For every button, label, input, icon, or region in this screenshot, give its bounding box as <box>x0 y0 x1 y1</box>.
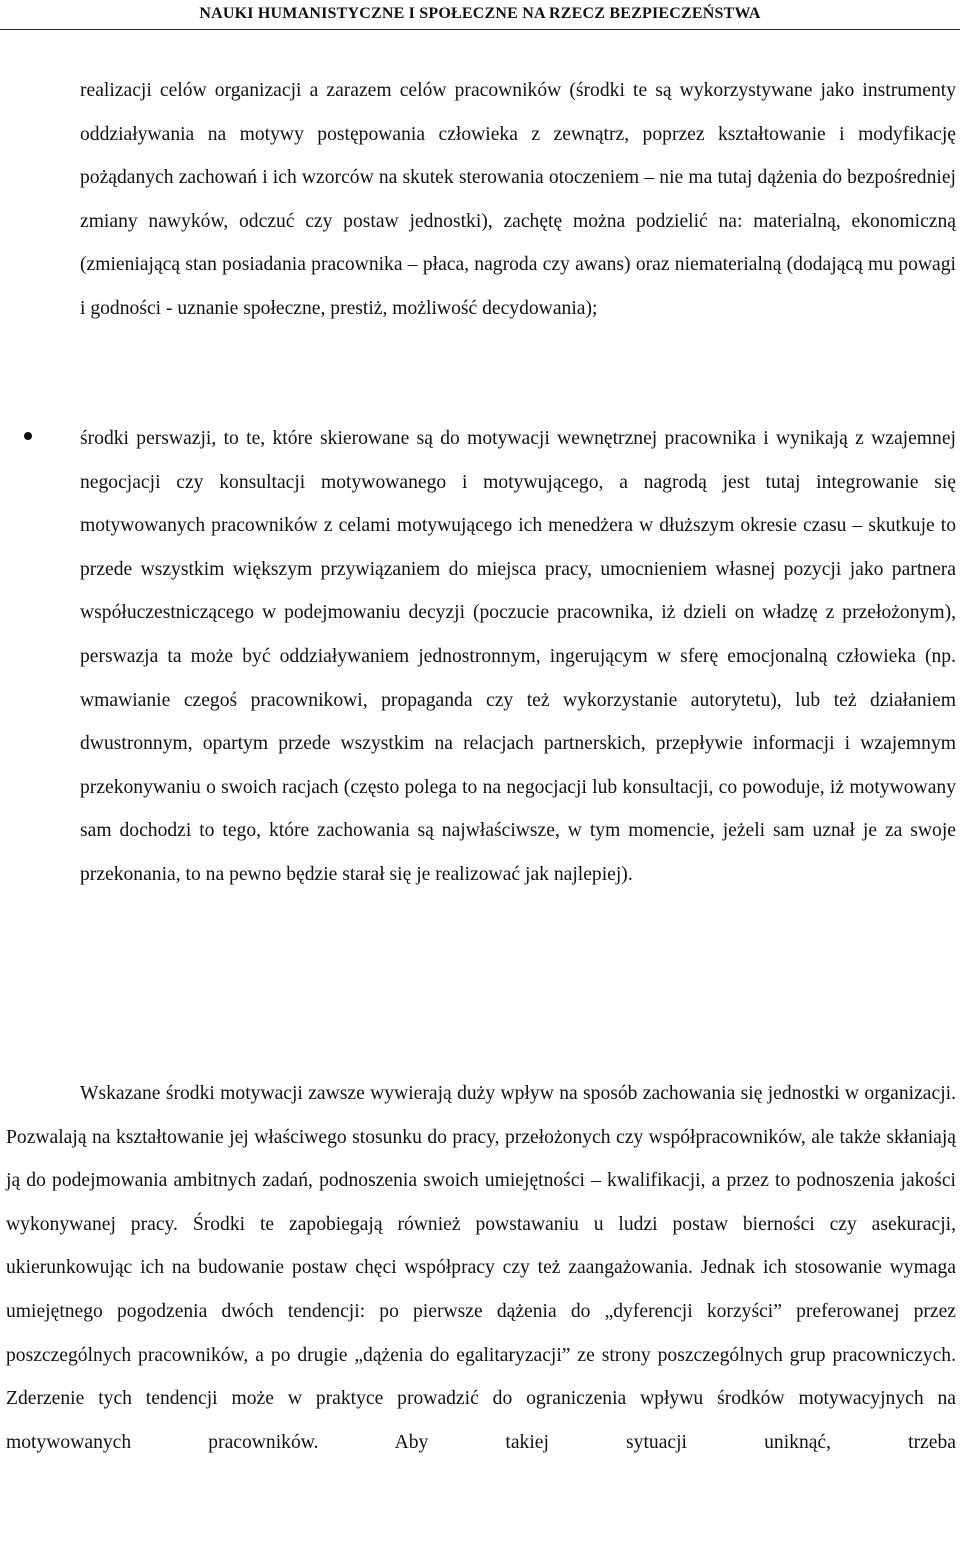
bullet-icon <box>24 432 32 440</box>
list-item-persuasion-text: środki perswazji, to te, które skierowane są do motywacji wewnętrznej pracownika i wynikają z wzajemnej negocjacji czy konsultacji motywowanego i motywującego, a nagrodą jest tutaj integrowanie się motywowanych pracowników z celami motywującego ich menedżera w dłuższym okresie czasu – skutkuje to przede wszystkim większym przywiązaniem do miejsca pracy, umocnieniem własnej pozycji jako partnera współuczestniczącego w podejmowaniu decyzji (poczucie pracownika, iż dzieli on władzę z przełożonym), perswazja ta może być oddziaływaniem jednostronnym, ingerującym w sferę emocjonalną człowieka (np. wmawianie czegoś pracownikowi, propaganda czy też wykorzystanie autorytetu), lub też działaniem dwustronnym, opartym przede wszystkim na relacjach partnerskich, przepływie informacji i wzajemnym przekonywaniu o swoich racjach (często polega to na negocjacji lub konsultacji, co powoduje, iż motywowany sam dochodzi to tego, które zachowania są najwłaściwsze, w tym momencie, jeżeli sam uznał je za swoje przekonania, to na pewno będzie starał się je realizować jak najlepiej). <box>80 428 956 885</box>
list-item-continuation-text: realizacji celów organizacji a zarazem celów pracowników (środki te są wykorzystywane jako instrumenty oddziaływania na motywy postępowania człowieka z zewnątrz, poprzez kształtowanie i modyfikację pożądanych zachowań i ich wzorców na skutek sterowania otoczeniem – nie ma tutaj dążenia do bezpośredniej zmiany nawyków, odczuć czy postaw jednostki), zachętę można podzielić na: materialną, ekonomiczną (zmieniającą stan posiadania pracownika – płaca, nagroda czy awans) oraz niematerialną (dodającą mu powagi i godności - uznanie społeczne, prestiż, możliwość decydowania); <box>80 80 956 319</box>
body-paragraph: Wskazane środki motywacji zawsze wywierają duży wpływ na sposób zachowania się jednostki w organizacji. Pozwalają na kształtowanie jej właściwego stosunku do pracy, przełożonych czy współpracowników, ale także skłaniają ją do podejmowania ambitnych zadań, podnoszenia swoich umiejętności – kwalifikacji, a przez to podnoszenia jakości wykonywanej pracy. Środki te zapobiegają również powstawaniu u ludzi postaw bierności czy asekuracji, ukierunkowując ich na budowanie postaw chęci współpracy czy też zaangażowania. Jednak ich stosowanie wymaga umiejętnego pogodzenia dwóch tendencji: po pierwsze dążenia do „dyferencji korzyści” preferowanej przez poszczególnych pracowników, a po drugie „dążenia do egalitaryzacji” ze strony poszczególnych grup pracowniczych. Zderzenie tych tendencji może w praktyce prowadzić do ograniczenia wpływu środków motywacyjnych na motywowanych pracowników. Aby takiej sytuacji uniknąć, trzeba <box>6 1083 956 1453</box>
running-header: NAUKI HUMANISTYCZNE I SPOŁECZNE NA RZECZ BEZPIECZEŃSTWA <box>0 0 960 30</box>
